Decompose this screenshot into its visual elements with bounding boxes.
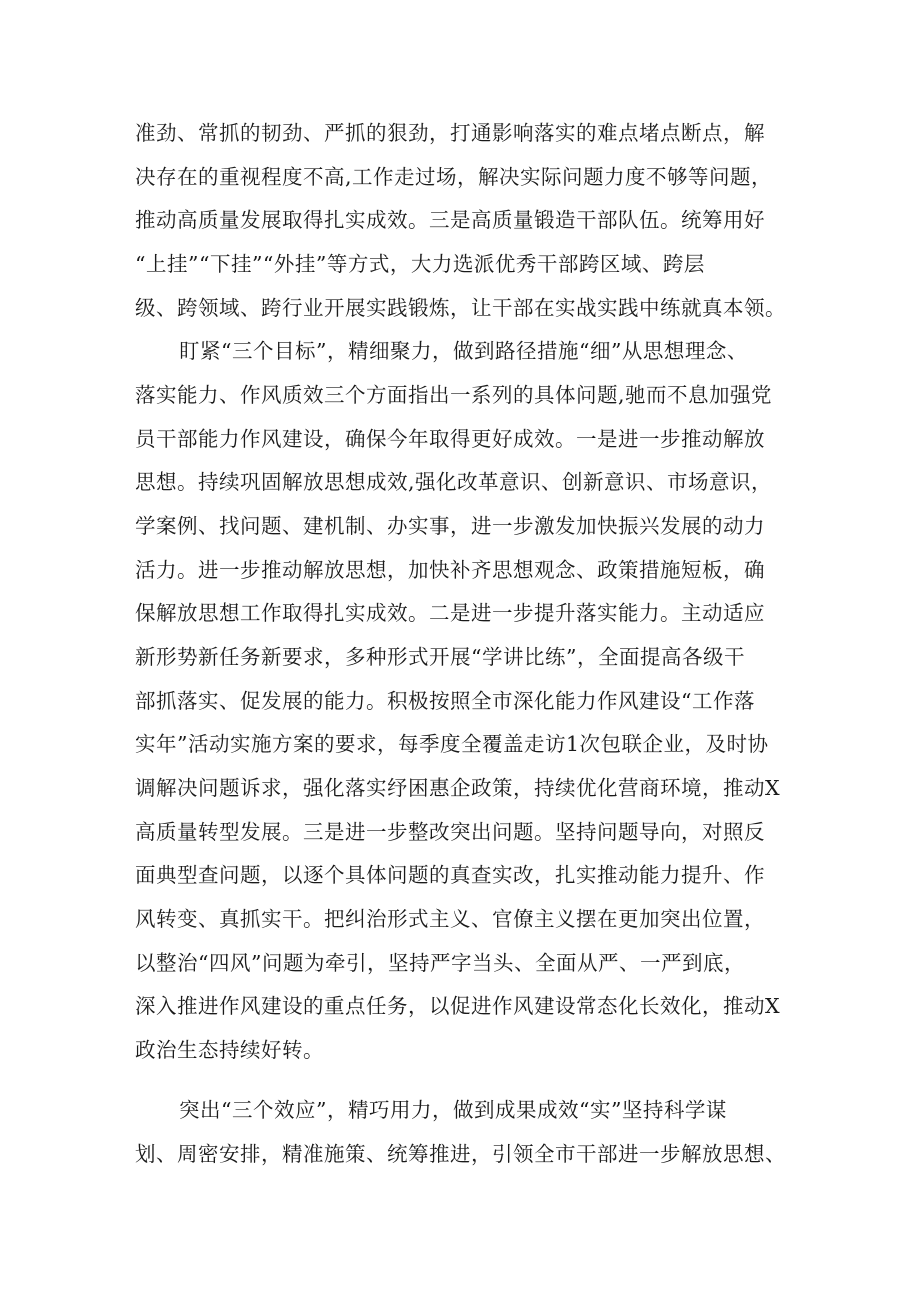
paragraph-1-line-4: “上挂”“下挂”“外挂”等方式，大力选派优秀干部跨区域、跨层 [135,252,705,276]
paragraph-2-line-13: 面典型查问题，以逐个具体问题的真查实改，扎实推动能力提升、作 [135,863,765,887]
paragraph-1-line-1: 准劲、常抓的韧劲、严抓的狠劲，打通影响落实的难点堵点断点，解 [135,121,765,145]
paragraph-2-line-14: 风转变、真抓实干。把纠治形式主义、官僚主义摆在更加突出位置， [135,907,765,931]
paragraph-2-line-4: 思想。持续巩固解放思想成效,强化改革意识、创新意识、市场意识， [135,470,773,494]
paragraph-2-line-17: 政治生态持续好转。 [135,1038,324,1062]
paragraph-3-line-1: 突出“三个效应”，精巧用力，做到成果成效“实”坚持科学谋 [179,1098,727,1122]
paragraph-2-line-2: 落实能力、作风质效三个方面指出一系列的具体问题,驰而不息加强党 [135,383,773,407]
paragraph-2-line-6: 活力。进一步推动解放思想，加快补齐思想观念、政策措施短板，确 [135,558,765,582]
paragraph-2-line-7: 保解放思想工作取得扎实成效。二是进一步提升落实能力。主动适应 [135,601,765,625]
paragraph-3-line-2: 划、周密安排，精准施策、统筹推进，引领全市干部进一步解放思想、 [135,1142,786,1166]
paragraph-1-line-2: 决存在的重视程度不高,工作走过场，解决实际问题力度不够等问题， [135,165,773,189]
paragraph-2-line-5: 学案例、找问题、建机制、办实事，进一步激发加快振兴发展的动力 [135,514,765,538]
paragraph-2-line-16: 深入推进作风建设的重点任务，以促进作风建设常态化长效化，推动X [135,994,781,1018]
paragraph-2-line-10: 实年”活动实施方案的要求，每季度全覆盖走访1次包联企业，及时协 [135,732,769,756]
paragraph-2-line-8: 新形势新任务新要求，多种形式开展“学讲比练”，全面提高各级干 [135,645,745,669]
paragraph-1-line-5: 级、跨领域、跨行业开展实践锻炼，让干部在实战实践中练就真本领。 [135,296,786,320]
paragraph-2-line-9: 部抓落实、促发展的能力。积极按照全市深化能力作风建设“工作落 [135,689,755,713]
paragraph-2-line-1: 盯紧“三个目标”，精细聚力，做到路径措施“细”从思想理念、 [179,339,748,363]
paragraph-2-line-3: 员干部能力作风建设，确保今年取得更好成效。一是进一步推动解放 [135,427,765,451]
paragraph-2-line-12: 高质量转型发展。三是进一步整改突出问题。坚持问题导向，对照反 [135,820,765,844]
paragraph-2-line-11: 调解决问题诉求，强化落实纾困惠企政策，持续优化营商环境，推动X [135,776,781,800]
paragraph-1-line-3: 推动高质量发展取得扎实成效。三是高质量锻造干部队伍。统筹用好 [135,208,765,232]
paragraph-2-line-15: 以整治“四风”问题为牵引，坚持严字当头、全面从严、一严到底， [135,951,745,975]
